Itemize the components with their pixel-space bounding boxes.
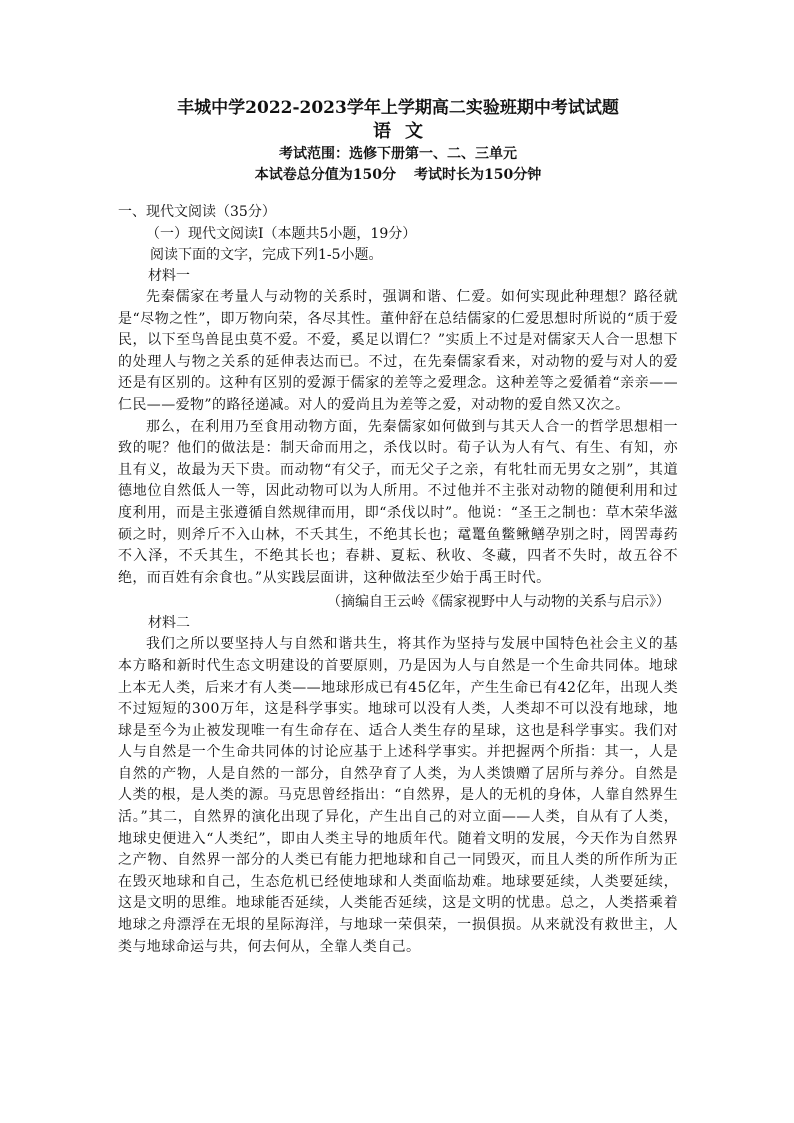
material-one-paragraph: 那么，在利用乃至食用动物方面，先秦儒家如何做到与其天人合一的哲学思想相一致的呢？他们的做法是：制天命而用之，杀伐以时。荀子认为人有气、有生、有知，亦且有义，故最为天下贵。而动物“有父子，而无父子之亲，有牝牡而无男女之别”，其道德地位自然低人一等，因此动物可以为人所用。不过他并不主张对动物的随便利用和过度利用，而是主张遵循自然规律而用，即“杀伐以时”。他说：“圣王之制也：草木荣华滋硕之时，则斧斤不入山林，不夭其生，不绝其长也；鼋鼍鱼鳖鳅鳝孕别之时，罔罟毒药不入泽，不夭其生，不绝其长也；春耕、夏耘、秋收、冬藏，四者不失时，故五谷不绝，而百姓有余食也。”从实践层面讲，这种做法至少始于禹王时代。 [118, 418, 678, 586]
material-one-source: （摘编自王云岭《儒家视野中人与动物的关系与启示》） [327, 594, 670, 611]
material-two-label: 材料二 [148, 615, 190, 632]
subsection-heading: （一）现代文阅读Ⅰ（本题共5小题，19分） [146, 226, 417, 242]
material-two-paragraph: 我们之所以要坚持人与自然和谐共生，将其作为坚持与发展中国特色社会主义的基本方略和新时代生态文明建设的首要原则，乃是因为人与自然是一个生命共同体。地球上本无人类，后来才有人类——地球形成已有45亿年，产生生命已有42亿年，出现人类不过短短的300万年，这是科学事实。地球可以没有人类，人类却不可以没有地球，地球是至今为止被发现唯一有生命存在、适合人类生存的星球，这也是科学事实。我们对人与自然是一个生命共同体的讨论应基于上述科学事实。并把握两个所指：其一，人是自然的产物，人是自然的一部分，自然孕育了人类，为人类馈赠了居所与养分。自然是人类的根，是人类的源。马克思曾经指出：“自然界，是人的无机的身体，人靠自然界生活。”其二，自然界的演化出现了异化，产生出自己的对立面——人类，自从有了人类，地球史便进入“人类纪”，即由人类主导的地质年代。随着文明的发展，今天作为自然界之产物、自然界一部分的人类已有能力把地球和自己一同毁灭，而且人类的所作所为正在毁灭地球和自己，生态危机已经使地球和人类面临劫难。地球要延续，人类要延续，这是文明的思维。地球能否延续，人类能否延续，这是文明的忧患。总之，人类搭乘着地球之舟漂浮在无垠的星际海洋，与地球一荣俱荣，一损俱损。从来就没有救世主，人类与地球命运与共，何去何从，全靠人类自己。 [118, 636, 678, 955]
exam-duration: 考试时长为150分钟 [414, 167, 542, 183]
reading-instruction: 阅读下面的文字，完成下列1-5小题。 [150, 247, 383, 263]
exam-scope: 考试范围：选修下册第一、二、三单元 [279, 146, 517, 162]
section-heading: 一、现代文阅读（35分） [118, 204, 276, 220]
material-one-paragraph: 先秦儒家在考量人与动物的关系时，强调和谐、仁爱。如何实现此种理想？路径就是“尽物之性”，即万物向荣，各尽其性。董仲舒在总结儒家的仁爱思想时所说的“质于爱民，以下至鸟兽昆虫莫不爱。不爱，奚足以谓仁？”实质上不过是对儒家天人合一思想下的处理人与物之关系的延伸表达而已。不过，在先秦儒家看来，对动物的爱与对人的爱还是有区别的。这种有区别的爱源于儒家的差等之爱理念。这种差等之爱循着“亲亲——仁民——爱物”的路径递减。对人的爱尚且为差等之爱，对动物的爱自然又次之。 [118, 289, 678, 413]
total-score: 本试卷总分值为150分 [254, 167, 396, 183]
exam-score-duration [118, 165, 678, 186]
exam-page [118, 96, 678, 958]
material-one-label: 材料一 [148, 268, 190, 284]
exam-title: 丰城中学2022-2023学年上学期高二实验班期中考试试题 [177, 98, 619, 118]
subject-title: 语文 [373, 121, 437, 142]
